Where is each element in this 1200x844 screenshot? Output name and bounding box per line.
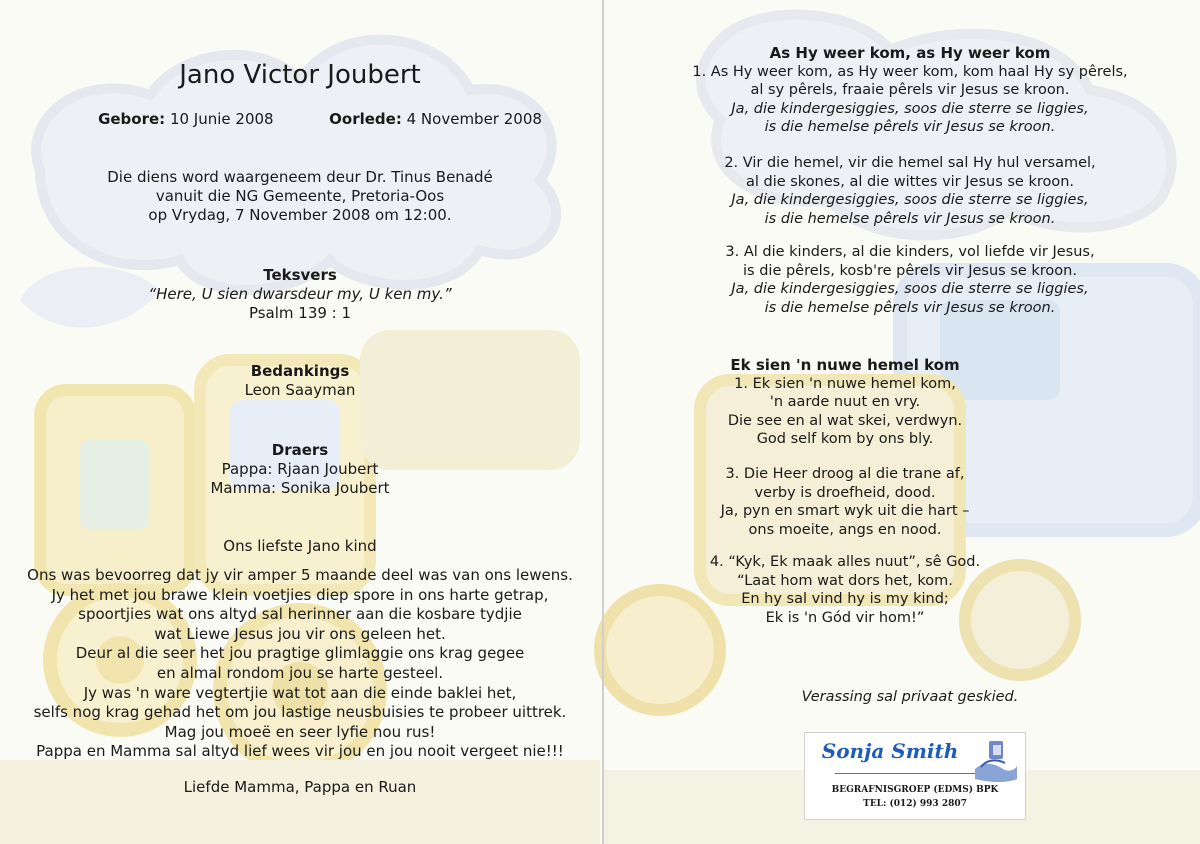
bearer-item: Pappa: Rjaan Joubert xyxy=(221,460,379,478)
logo-divider xyxy=(835,773,975,774)
died-label: Oorlede: xyxy=(329,110,402,128)
hymn-line: 1. As Hy weer kom, as Hy weer kom, kom haal Hy sy pêrels, xyxy=(692,63,1128,80)
text-verse-reference: Psalm 139 : 1 xyxy=(248,304,352,322)
hymn-line: verby is droefheid, dood. xyxy=(754,484,936,501)
hymn-line: God self kom by ons bly. xyxy=(756,431,934,448)
hymn-line: “Laat hom wat dors het, kom. xyxy=(737,572,953,589)
tribute-line: Jy was 'n ware vegtertjie wat tot aan die einde baklei het, xyxy=(83,683,517,702)
hymn-line: En hy sal vind hy is my kind; xyxy=(741,591,949,608)
tribute-line: Jy het met jou brawe klein voetjies diep spore in ons harte getrap, xyxy=(51,585,549,604)
thanks-section xyxy=(60,362,540,400)
service-line: vanuit die NG Gemeente, Pretoria-Oos xyxy=(155,187,445,205)
bearers-heading: Draers xyxy=(271,441,329,459)
tribute-line: en almal rondom jou se harte gesteel. xyxy=(156,663,444,682)
hymn-line: al die skones, al die wittes vir Jesus se kroon. xyxy=(745,173,1075,190)
hymn-line: is die pêrels, kosb're pêrels vir Jesus se kroon. xyxy=(743,262,1077,279)
tribute-text xyxy=(10,566,590,762)
dates-line xyxy=(60,110,580,128)
tribute-line: Pappa en Mamma sal altyd lief wees vir jou en jou nooit vergeet nie!!! xyxy=(36,742,564,761)
hymn-line: Ja, die kindergesiggies, soos die sterre se liggies, xyxy=(731,192,1089,209)
service-line: op Vrydag, 7 November 2008 om 12:00. xyxy=(148,206,452,224)
text-verse-section xyxy=(60,266,540,323)
tribute-line: spoortjies wat ons altyd sal herinner aan die kosbare tydjie xyxy=(78,605,522,624)
hymn-line: 2. Vir die hemel, vir die hemel sal Hy hul versamel, xyxy=(724,155,1096,171)
hymn-line: Ja, die kindergesiggies, soos die sterre se liggies, xyxy=(731,281,1089,298)
hymn-line: 'n aarde nuut en vry. xyxy=(769,394,921,411)
funeral-home-logo xyxy=(804,732,1026,820)
born-label: Gebore: xyxy=(98,110,166,128)
hymn-line: al sy pêrels, fraaie pêrels vir Jesus se kroon. xyxy=(750,82,1070,99)
text-verse-quote: “Here, U sien dwarsdeur my, U ken my.” xyxy=(148,285,452,303)
service-details xyxy=(60,168,540,225)
tribute-line: Deur al die seer het jou pragtige glimlaggie ons krag gegee xyxy=(75,644,525,663)
hymn-2-title: Ek sien 'n nuwe hemel kom xyxy=(730,356,960,374)
tribute-line: selfs nog krag gehad het om jou lastige neusbuisies te probeer uittrek. xyxy=(33,703,567,722)
tribute-line: wat Liewe Jesus jou vir ons geleen het. xyxy=(154,624,446,643)
hymn-line: Ja, pyn en smart wyk uit die hart – xyxy=(720,503,970,520)
text-verse-heading: Teksvers xyxy=(263,266,337,284)
service-line: Die diens word waargeneem deur Dr. Tinus Benadé xyxy=(107,168,493,186)
hymn-line: is die hemelse pêrels vir Jesus se kroon. xyxy=(764,119,1056,136)
page-title: Jano Victor Joubert xyxy=(179,60,421,90)
logo-name: Sonja Smith xyxy=(821,739,959,763)
hymn-line: 4. “Kyk, Ek maak alles nuut”, sê God. xyxy=(709,554,981,570)
tribute-line: Ons was bevoorreg dat jy vir amper 5 maande deel was van ons lewens. xyxy=(27,566,573,584)
hymn-1-verse-2 xyxy=(620,154,1200,228)
hymn-line: Die see en al wat skei, verdwyn. xyxy=(727,412,963,429)
born-value: 10 Junie 2008 xyxy=(169,110,274,128)
hymn-line: Ja, die kindergesiggies, soos die sterre se liggies, xyxy=(731,100,1089,117)
tribute-heading: Ons liefste Jano kind xyxy=(223,537,377,555)
thanks-name: Leon Saayman xyxy=(244,381,356,399)
hymn-1-verse-3 xyxy=(620,243,1200,317)
page-fold xyxy=(602,0,604,844)
died-value: 4 November 2008 xyxy=(406,110,542,128)
tribute-line: Mag jou moeë en seer lyfie nou rus! xyxy=(164,722,436,741)
hymn-line: 3. Al die kinders, al die kinders, vol liefde vir Jesus, xyxy=(725,244,1095,260)
cremation-note: Verassing sal privaat geskied. xyxy=(801,689,1019,705)
hymn-line: 3. Die Heer droog al die trane af, xyxy=(725,466,965,482)
signoff: Liefde Mamma, Pappa en Ruan xyxy=(183,778,417,796)
logo-phone: TEL: (012) 993 2807 xyxy=(863,799,967,809)
hymn-2-verse-3 xyxy=(620,465,1070,539)
hymn-line: 1. Ek sien 'n nuwe hemel kom, xyxy=(734,375,956,392)
hymn-1 xyxy=(620,44,1200,137)
logo-company: BEGRAFNISGROEP (EDMS) BPK xyxy=(831,785,999,795)
hands-icon xyxy=(973,739,1019,785)
hymn-2-verse-4 xyxy=(620,553,1070,627)
bearer-item: Mamma: Sonika Joubert xyxy=(210,479,390,497)
hymn-line: is die hemelse pêrels vir Jesus se kroon. xyxy=(764,299,1056,316)
bearers-section xyxy=(60,441,540,498)
hymn-line: is die hemelse pêrels vir Jesus se kroon. xyxy=(764,210,1056,227)
hymn-1-title: As Hy weer kom, as Hy weer kom xyxy=(769,44,1051,62)
hymn-2 xyxy=(620,356,1070,449)
hymn-line: Ek is 'n Gód vir hom!” xyxy=(765,609,925,626)
hymn-line: ons moeite, angs en nood. xyxy=(748,521,942,538)
thanks-heading: Bedankings xyxy=(250,362,350,380)
